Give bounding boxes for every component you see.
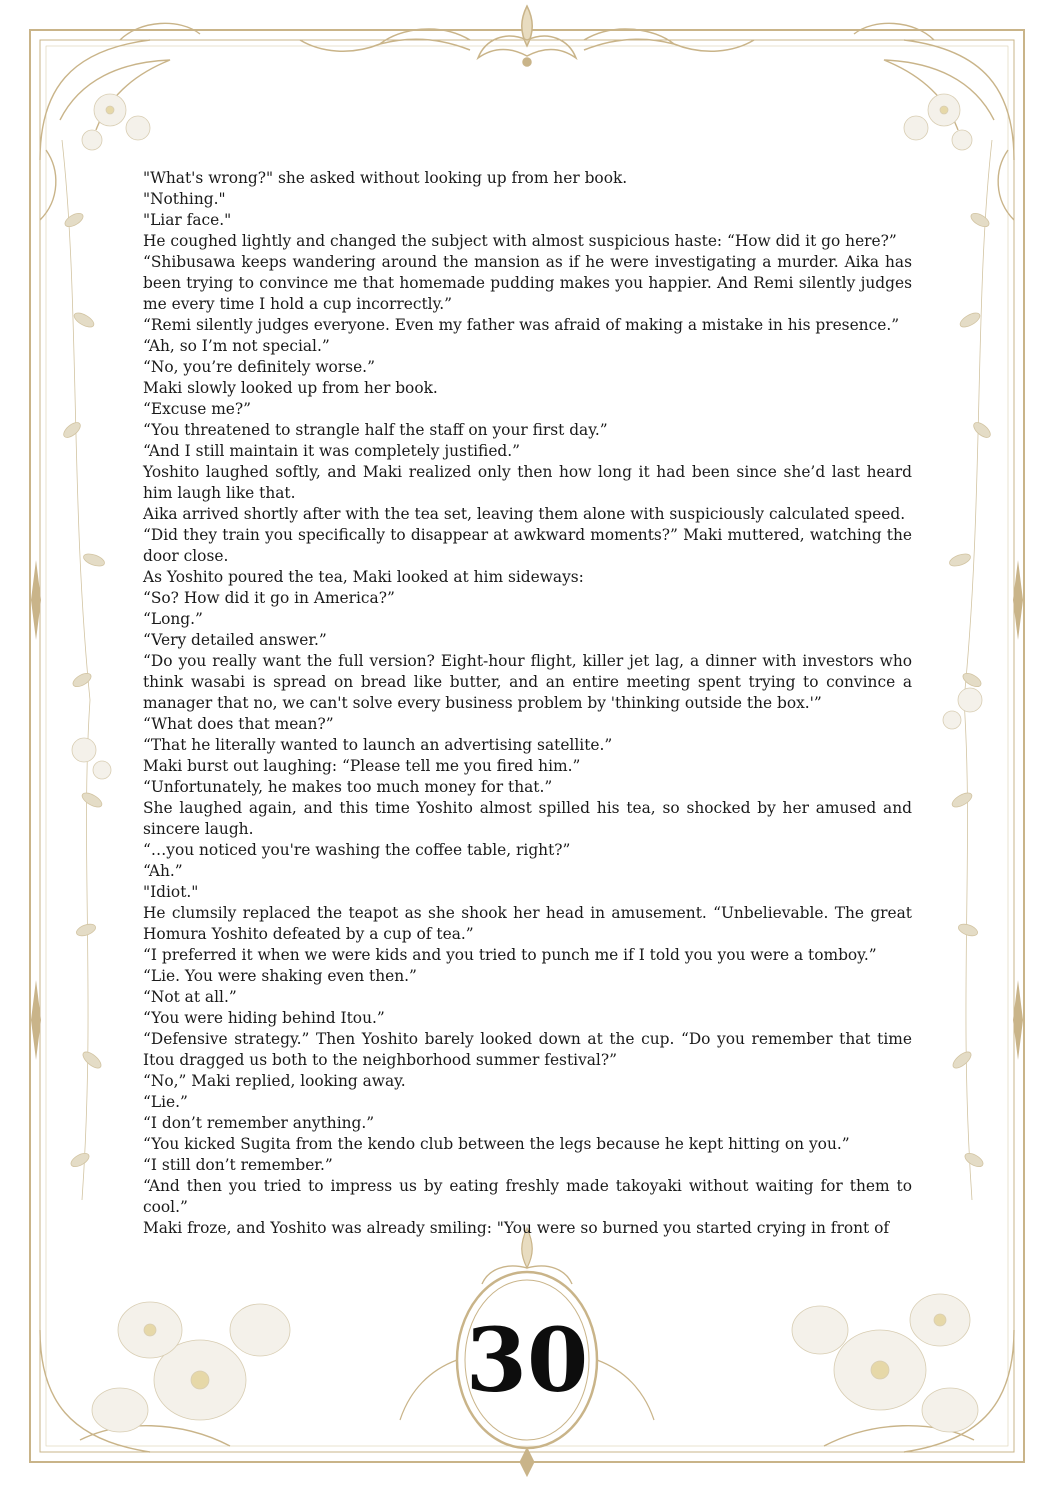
paragraph: Yoshito laughed softly, and Maki realized only then how long it had been since she’d last heard him laugh like that. bbox=[143, 463, 912, 502]
paragraph: “You kicked Sugita from the kendo club between the legs because he kept hitting on you.” bbox=[143, 1135, 850, 1153]
paragraph: “Remi silently judges everyone. Even my father was afraid of making a mistake in his presence.” bbox=[143, 316, 900, 334]
paragraph: "Nothing." bbox=[143, 190, 226, 208]
paragraph: “Excuse me?” bbox=[143, 400, 252, 418]
paragraph: “What does that mean?” bbox=[143, 715, 334, 733]
paragraph: “Lie.” bbox=[143, 1093, 188, 1111]
paragraph: “That he literally wanted to launch an advertising satellite.” bbox=[143, 736, 613, 754]
paragraph: "Liar face." bbox=[143, 211, 232, 229]
top-left-flowers bbox=[82, 94, 150, 150]
paragraph: “So? How did it go in America?” bbox=[143, 589, 395, 607]
paragraph: She laughed again, and this time Yoshito almost spilled his tea, so shocked by her amused and sincere laugh. bbox=[143, 799, 912, 838]
paragraph: He clumsily replaced the teapot as she shook her head in amusement. “Unbelievable. The great Homura Yoshito defeated by a cup of tea.” bbox=[143, 904, 912, 943]
right-mid-flowers bbox=[943, 688, 982, 729]
paragraph: “Ah, so I’m not special.” bbox=[143, 337, 330, 355]
paragraph: “I don’t remember anything.” bbox=[143, 1114, 375, 1132]
paragraph: “And I still maintain it was completely justified.” bbox=[143, 442, 521, 460]
paragraph: “No,” Maki replied, looking away. bbox=[143, 1072, 406, 1090]
top-fleur-ornament bbox=[300, 6, 754, 66]
paragraph: As Yoshito poured the tea, Maki looked at him sideways: bbox=[143, 568, 584, 586]
right-vine bbox=[948, 140, 993, 1200]
top-right-flowers bbox=[904, 94, 972, 150]
paragraph: “Defensive strategy.” Then Yoshito barely looked down at the cup. “Do you remember that time Itou dragged us both to the neighborhood summer festival?” bbox=[143, 1030, 912, 1069]
paragraph: “Unfortunately, he makes too much money for that.” bbox=[143, 778, 553, 796]
paragraph: "Idiot." bbox=[143, 883, 199, 901]
paragraph: “Lie. You were shaking even then.” bbox=[143, 967, 417, 985]
paragraph: “Do you really want the full version? Eight-hour flight, killer jet lag, a dinner with investors who think wasabi is spread on bread like butter, and an entire meeting spent trying to convince a manager that no, we can't solve every business problem by 'thinking outside the box.'” bbox=[143, 652, 912, 712]
left-mid-flowers bbox=[72, 738, 111, 779]
paragraph: “I preferred it when we were kids and you tried to punch me if I told you you were a tomboy.” bbox=[143, 946, 877, 964]
paragraph: Maki burst out laughing: “Please tell me you fired him.” bbox=[143, 757, 581, 775]
paragraph: Maki froze, and Yoshito was already smiling: "You were so burned you started crying in front of bbox=[143, 1219, 890, 1237]
paragraph: “Ah.” bbox=[143, 862, 183, 880]
paragraph: “I still don’t remember.” bbox=[143, 1156, 333, 1174]
paragraph: “Shibusawa keeps wandering around the mansion as if he were investigating a murder. Aika has been trying to convince me that homemade pudding makes you happier. And Remi silently judges me every time I hold a cup incorrectly.” bbox=[143, 253, 912, 313]
paragraph: “Not at all.” bbox=[143, 988, 237, 1006]
paragraph: Aika arrived shortly after with the tea set, leaving them alone with suspiciously calculated speed. bbox=[143, 505, 906, 523]
paragraph: “You were hiding behind Itou.” bbox=[143, 1009, 385, 1027]
paragraph: "What's wrong?" she asked without looking up from her book. bbox=[143, 169, 628, 187]
story-text bbox=[143, 168, 912, 1239]
paragraph: “No, you’re definitely worse.” bbox=[143, 358, 375, 376]
paragraph: “…you noticed you're washing the coffee table, right?” bbox=[143, 841, 571, 859]
left-vine bbox=[61, 140, 106, 1200]
paragraph: “Very detailed answer.” bbox=[143, 631, 327, 649]
paragraph: “Long.” bbox=[143, 610, 203, 628]
paragraph: “You threatened to strangle half the staff on your first day.” bbox=[143, 421, 608, 439]
paragraph: “Did they train you specifically to disappear at awkward moments?” Maki muttered, watching the door close. bbox=[143, 526, 912, 565]
paragraph: He coughed lightly and changed the subject with almost suspicious haste: “How did it go here?” bbox=[143, 232, 897, 250]
paragraph: Maki slowly looked up from her book. bbox=[143, 379, 438, 397]
paragraph: “And then you tried to impress us by eating freshly made takoyaki without waiting for them to cool.” bbox=[143, 1177, 912, 1216]
page-number: 30 bbox=[465, 1308, 589, 1412]
